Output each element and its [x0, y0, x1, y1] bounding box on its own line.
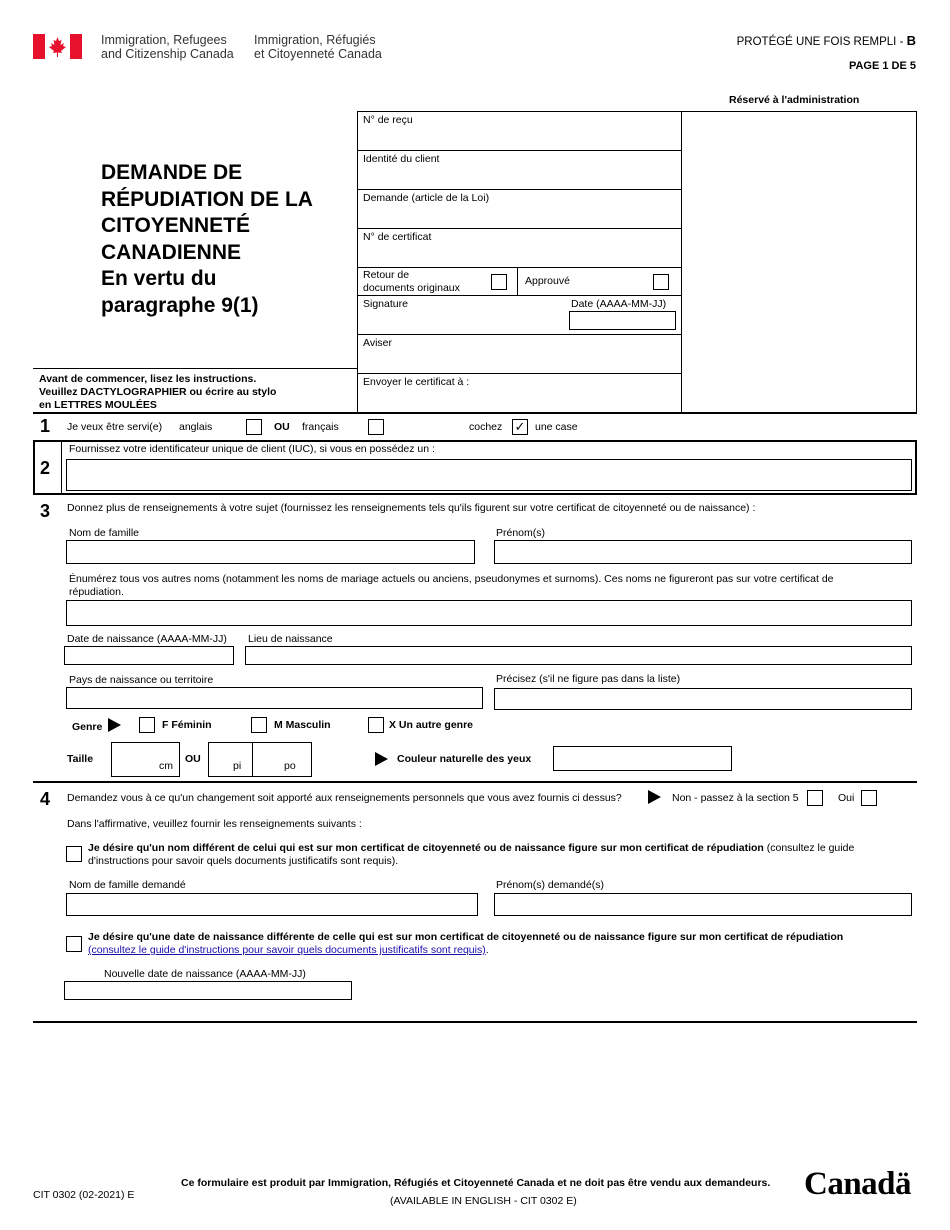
french-label: français	[302, 421, 339, 433]
dob-label: Date de naissance (AAAA-MM-JJ)	[67, 633, 227, 645]
language-label: Je veux être servi(e)	[67, 421, 163, 433]
name-change-checkbox[interactable]	[66, 846, 82, 862]
protected-letter: B	[906, 33, 916, 48]
uci-label: Fournissez votre identificateur unique de client (IUC), si vous en possédez un :	[69, 443, 435, 455]
given-names-label: Prénom(s)	[496, 527, 546, 539]
or-label: OU	[274, 421, 290, 433]
uci-input[interactable]	[66, 459, 912, 491]
dept-fr-line2: et Citoyenneté Canada	[254, 47, 382, 61]
ft-unit-label: pi	[233, 760, 242, 772]
male-checkbox[interactable]	[251, 717, 267, 733]
admin-date-input[interactable]	[569, 311, 676, 330]
section-4-number: 4	[40, 789, 51, 809]
one-box-label: une case	[535, 421, 578, 433]
protected-banner	[737, 33, 916, 48]
gender-arrow-icon	[108, 718, 121, 732]
height-imperial-input[interactable]	[208, 742, 312, 777]
page-number: PAGE 1 DE 5	[848, 60, 916, 72]
eye-color-arrow-icon	[375, 752, 388, 766]
canada-flag-icon	[33, 34, 82, 59]
change-question: Demandez vous à ce qu'un changement soit apporté aux renseignements personnels que vous avez fournis ci dessus?	[67, 792, 622, 804]
french-checkbox[interactable]	[368, 419, 384, 435]
height-or-label: OU	[185, 753, 201, 765]
other-names-input[interactable]	[66, 600, 912, 626]
height-label: Taille	[67, 753, 94, 765]
yes-checkbox[interactable]	[861, 790, 877, 806]
instructions-block: Avant de commencer, lisez les instructions. Veuillez DACTYLOGRAPHIER ou écrire au stylo en LETTRES MOULÉES	[39, 373, 277, 411]
signature-label: Signature	[363, 298, 408, 310]
receipt-label: N° de reçu	[363, 114, 413, 126]
approved-label: Approuvé	[525, 275, 570, 287]
available-in-english: (AVAILABLE IN ENGLISH - CIT 0302 E)	[390, 1195, 577, 1207]
return-docs-label: Retour de documents originaux	[363, 269, 460, 294]
yes-label: Oui	[838, 792, 855, 804]
family-name-input[interactable]	[66, 540, 475, 564]
dob-input[interactable]	[64, 646, 234, 665]
check-label: cochez	[469, 421, 503, 433]
section-3-intro: Donnez plus de renseignements à votre sujet (fournissez les renseignements tels qu'ils figurent sur votre certificat de citoyenneté ou de naissance) :	[67, 502, 756, 514]
name-change-text: Je désire qu'un nom différent de celui qui est sur mon certificat de citoyenneté ou de naissance figure sur mon certificat de répudiation (consultez le guide d'instructions pour savoir quels documents justificatifs sont requis).	[88, 842, 855, 867]
section-2-number: 2	[40, 458, 51, 478]
male-label: M Masculin	[274, 719, 331, 731]
protected-text: PROTÉGÉ UNE FOIS REMPLI -	[736, 36, 904, 48]
given-names-input[interactable]	[494, 540, 912, 564]
family-name-label: Nom de famille	[69, 527, 140, 539]
example-checkmark-icon: ✓	[512, 419, 528, 435]
english-checkbox[interactable]	[246, 419, 262, 435]
section-1-number: 1	[40, 416, 51, 436]
new-dob-label: Nouvelle date de naissance (AAAA-MM-JJ)	[104, 968, 306, 980]
specify-label: Précisez (s'il ne figure pas dans la liste)	[496, 673, 681, 685]
requested-family-label: Nom de famille demandé	[69, 879, 186, 891]
new-dob-input[interactable]	[64, 981, 352, 1000]
cm-unit-label: cm	[159, 760, 173, 772]
section-3-number: 3	[40, 501, 51, 521]
other-names-label: Énumérez tous vos autres noms (notamment les noms de mariage actuels ou anciens, pseudonymes et surnoms). Ces noms ne figureront pas sur votre certificat de répudiation.	[69, 573, 834, 598]
send-cert-label: Envoyer le certificat à :	[363, 376, 470, 388]
canada-wordmark: Canadä	[804, 1166, 912, 1202]
eye-color-select[interactable]	[553, 746, 732, 771]
specify-input[interactable]	[494, 688, 912, 710]
no-checkbox[interactable]	[807, 790, 823, 806]
page-title: DEMANDE DE RÉPUDIATION DE LA CITOYENNETÉ CANADIENNE En vertu du paragraphe 9(1)	[101, 161, 313, 317]
admin-box	[357, 111, 917, 413]
requested-given-label: Prénom(s) demandé(s)	[496, 879, 604, 891]
dob-change-checkbox[interactable]	[66, 936, 82, 952]
requested-given-input[interactable]	[494, 893, 912, 916]
country-label: Pays de naissance ou territoire	[69, 674, 214, 686]
form-code: CIT 0302 (02-2021) E	[33, 1189, 135, 1201]
reserved-label: Réservé à l'administration	[729, 94, 860, 106]
gender-label: Genre	[72, 721, 103, 733]
pob-label: Lieu de naissance	[248, 633, 333, 645]
pob-input[interactable]	[245, 646, 912, 665]
dept-en-line1: Immigration, Refugees	[101, 33, 227, 47]
other-gender-label: X Un autre genre	[389, 719, 474, 731]
in-unit-label: po	[284, 760, 296, 772]
instructions-guide-link[interactable]: (consultez le guide d'instructions pour savoir quels documents justificatifs sont requis)	[88, 944, 486, 956]
client-id-label: Identité du client	[363, 153, 440, 165]
application-label: Demande (article de la Loi)	[363, 192, 490, 204]
if-yes-label: Dans l'affirmative, veuillez fournir les renseignements suivants :	[67, 818, 362, 830]
admin-date-label: Date (AAAA-MM-JJ)	[571, 298, 667, 310]
approved-checkbox[interactable]	[653, 274, 669, 290]
dob-change-text: Je désire qu'une date de naissance différente de celle qui est sur mon certificat de citoyenneté ou de naissance figure sur mon certificat de répudiation (consultez le guide d'instructions pour savoir quels documents justificatifs sont requis).	[88, 931, 844, 956]
return-docs-checkbox[interactable]	[491, 274, 507, 290]
country-select[interactable]	[66, 687, 483, 709]
requested-family-input[interactable]	[66, 893, 478, 916]
notify-label: Aviser	[363, 337, 392, 349]
certificate-label: N° de certificat	[363, 231, 432, 243]
other-gender-checkbox[interactable]	[368, 717, 384, 733]
produced-notice: Ce formulaire est produit par Immigration, Réfugiés et Citoyenneté Canada et ne doit pas être vendu aux demandeurs.	[181, 1177, 771, 1189]
dept-fr-line1: Immigration, Réfugiés	[254, 33, 376, 47]
english-label: anglais	[179, 421, 213, 433]
female-label: F Féminin	[162, 719, 212, 731]
change-arrow-icon	[648, 790, 661, 804]
dept-en-line2: and Citizenship Canada	[101, 47, 234, 61]
no-label: Non - passez à la section 5	[672, 792, 799, 804]
eye-color-label: Couleur naturelle des yeux	[397, 753, 532, 765]
female-checkbox[interactable]	[139, 717, 155, 733]
